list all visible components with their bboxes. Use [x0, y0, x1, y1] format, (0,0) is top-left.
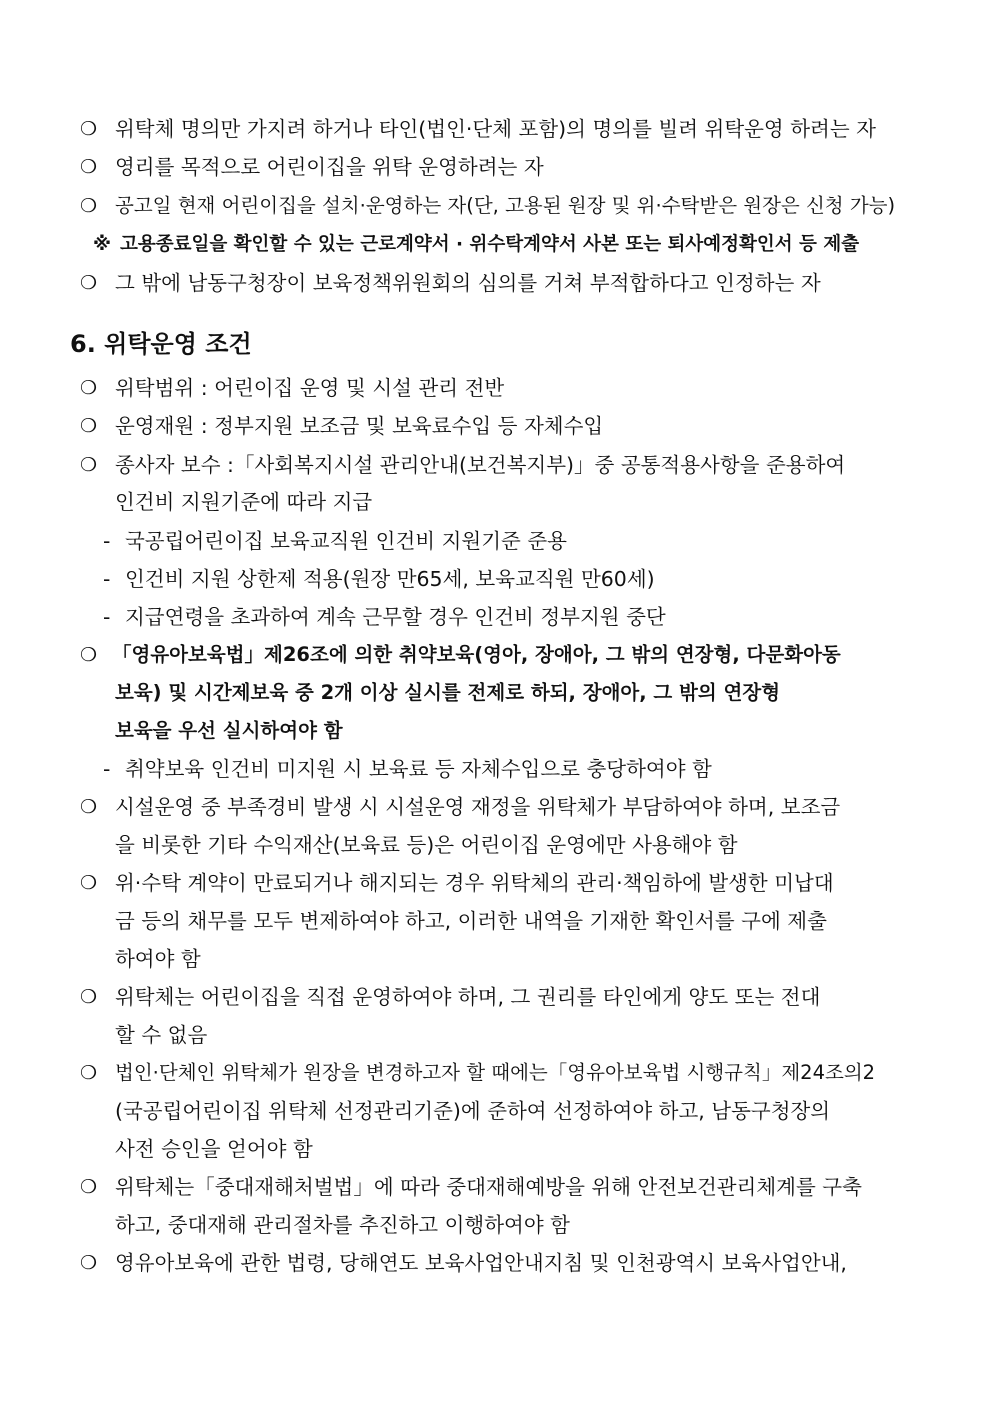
- bullet-circle-icon: ❍: [80, 272, 98, 294]
- bullet-circle-icon: ❍: [80, 377, 98, 399]
- bullet-circle-icon: ❍: [80, 1062, 98, 1084]
- bullet-circle-icon: ❍: [80, 156, 98, 178]
- list-item: 운영재원 : 정부지원 보조금 및 보육료수입 등 자체수입: [115, 414, 604, 438]
- list-item: 영리를 목적으로 어린이집을 위탁 운영하려는 자: [115, 155, 544, 179]
- bullet-circle-icon: ❍: [80, 796, 98, 818]
- list-item-continuation: 인건비 지원기준에 따라 지급: [115, 490, 373, 514]
- list-item: 종사자 보수 :「사회복지시설 관리안내(보건복지부)」중 공통적용사항을 준용하여: [115, 453, 846, 477]
- list-item-continuation: 하여야 함: [115, 947, 201, 971]
- dash-mark: -: [103, 529, 111, 553]
- list-item: 위·수탁 계약이 만료되거나 해지되는 경우 위탁체의 관리·책임하에 발생한 미납대: [115, 871, 834, 895]
- list-item: 위탁체는「중대재해처벌법」에 따라 중대재해예방을 위해 안전보건관리체계를 구축: [115, 1175, 862, 1199]
- list-item: 위탁범위 : 어린이집 운영 및 시설 관리 전반: [115, 376, 505, 400]
- list-item-continuation: 사전 승인을 얻어야 함: [115, 1137, 313, 1161]
- bullet-circle-icon: ❍: [80, 1176, 98, 1198]
- note-mark-icon: ※: [93, 234, 111, 255]
- list-item-continuation: 보육을 우선 실시하여야 함: [115, 719, 343, 742]
- list-item: 시설운영 중 부족경비 발생 시 시설운영 재정을 위탁체가 부담하여야 하며, 보조금: [115, 795, 841, 819]
- bullet-circle-icon: ❍: [80, 986, 98, 1008]
- list-item: 영유아보육에 관한 법령, 당해연도 보육사업안내지침 및 인천광역시 보육사업안내,: [115, 1251, 847, 1275]
- bullet-circle-icon: ❍: [80, 872, 98, 894]
- bullet-circle-icon: ❍: [80, 1252, 98, 1274]
- list-item-continuation: (국공립어린이집 위탁체 선정관리기준)에 준하여 선정하여야 하고, 남동구청장의: [115, 1099, 831, 1123]
- list-item-continuation: 금 등의 채무를 모두 변제하여야 하고, 이러한 내역을 기재한 확인서를 구에 제출: [115, 909, 827, 933]
- list-item: 위탁체 명의만 가지려 하거나 타인(법인·단체 포함)의 명의를 빌려 위탁운영 하려는 자: [115, 117, 876, 141]
- note-text: 고용종료일을 확인할 수 있는 근로계약서 · 위수탁계약서 사본 또는 퇴사예정확인서 등 제출: [120, 234, 860, 255]
- list-item: 위탁체는 어린이집을 직접 운영하여야 하며, 그 권리를 타인에게 양도 또는 전대: [115, 985, 821, 1009]
- bullet-circle-icon: ❍: [80, 118, 98, 140]
- list-item-bold: 「영유아보육법」제26조에 의한 취약보육(영아, 장애아, 그 밖의 연장형, 다문화아동: [112, 643, 841, 666]
- list-item-continuation: 하고, 중대재해 관리절차를 추진하고 이행하여야 함: [115, 1213, 570, 1237]
- dash-mark: -: [103, 757, 111, 781]
- bullet-circle-icon: ❍: [80, 415, 98, 437]
- list-item-continuation: 보육) 및 시간제보육 중 2개 이상 실시를 전제로 하되, 장애아, 그 밖의 연장형: [115, 681, 781, 704]
- sub-item: 인건비 지원 상한제 적용(원장 만65세, 보육교직원 만60세): [125, 567, 655, 591]
- section-title: 6. 위탁운영 조건: [70, 330, 252, 358]
- list-item: 그 밖에 남동구청장이 보육정책위원회의 심의를 거쳐 부적합하다고 인정하는 자: [115, 271, 821, 295]
- dash-mark: -: [103, 605, 111, 629]
- sub-item: 취약보육 인건비 미지원 시 보육료 등 자체수입으로 충당하여야 함: [125, 757, 712, 781]
- list-item: 공고일 현재 어린이집을 설치·운영하는 자(단, 고용된 원장 및 위·수탁받은 원장은 신청 가능): [115, 194, 896, 217]
- bullet-circle-icon: ❍: [80, 644, 98, 666]
- list-item: 법인·단체인 위탁체가 원장을 변경하고자 할 때에는「영유아보육법 시행규칙」제24조의2: [115, 1061, 876, 1084]
- sub-item: 지급연령을 초과하여 계속 근무할 경우 인건비 정부지원 중단: [125, 605, 666, 629]
- dash-mark: -: [103, 567, 111, 591]
- list-item-continuation: 할 수 없음: [115, 1023, 208, 1047]
- sub-item: 국공립어린이집 보육교직원 인건비 지원기준 준용: [125, 529, 567, 553]
- list-item-continuation: 을 비롯한 기타 수익재산(보육료 등)은 어린이집 운영에만 사용해야 함: [115, 833, 738, 857]
- bullet-circle-icon: ❍: [80, 454, 98, 476]
- bullet-circle-icon: ❍: [80, 195, 98, 217]
